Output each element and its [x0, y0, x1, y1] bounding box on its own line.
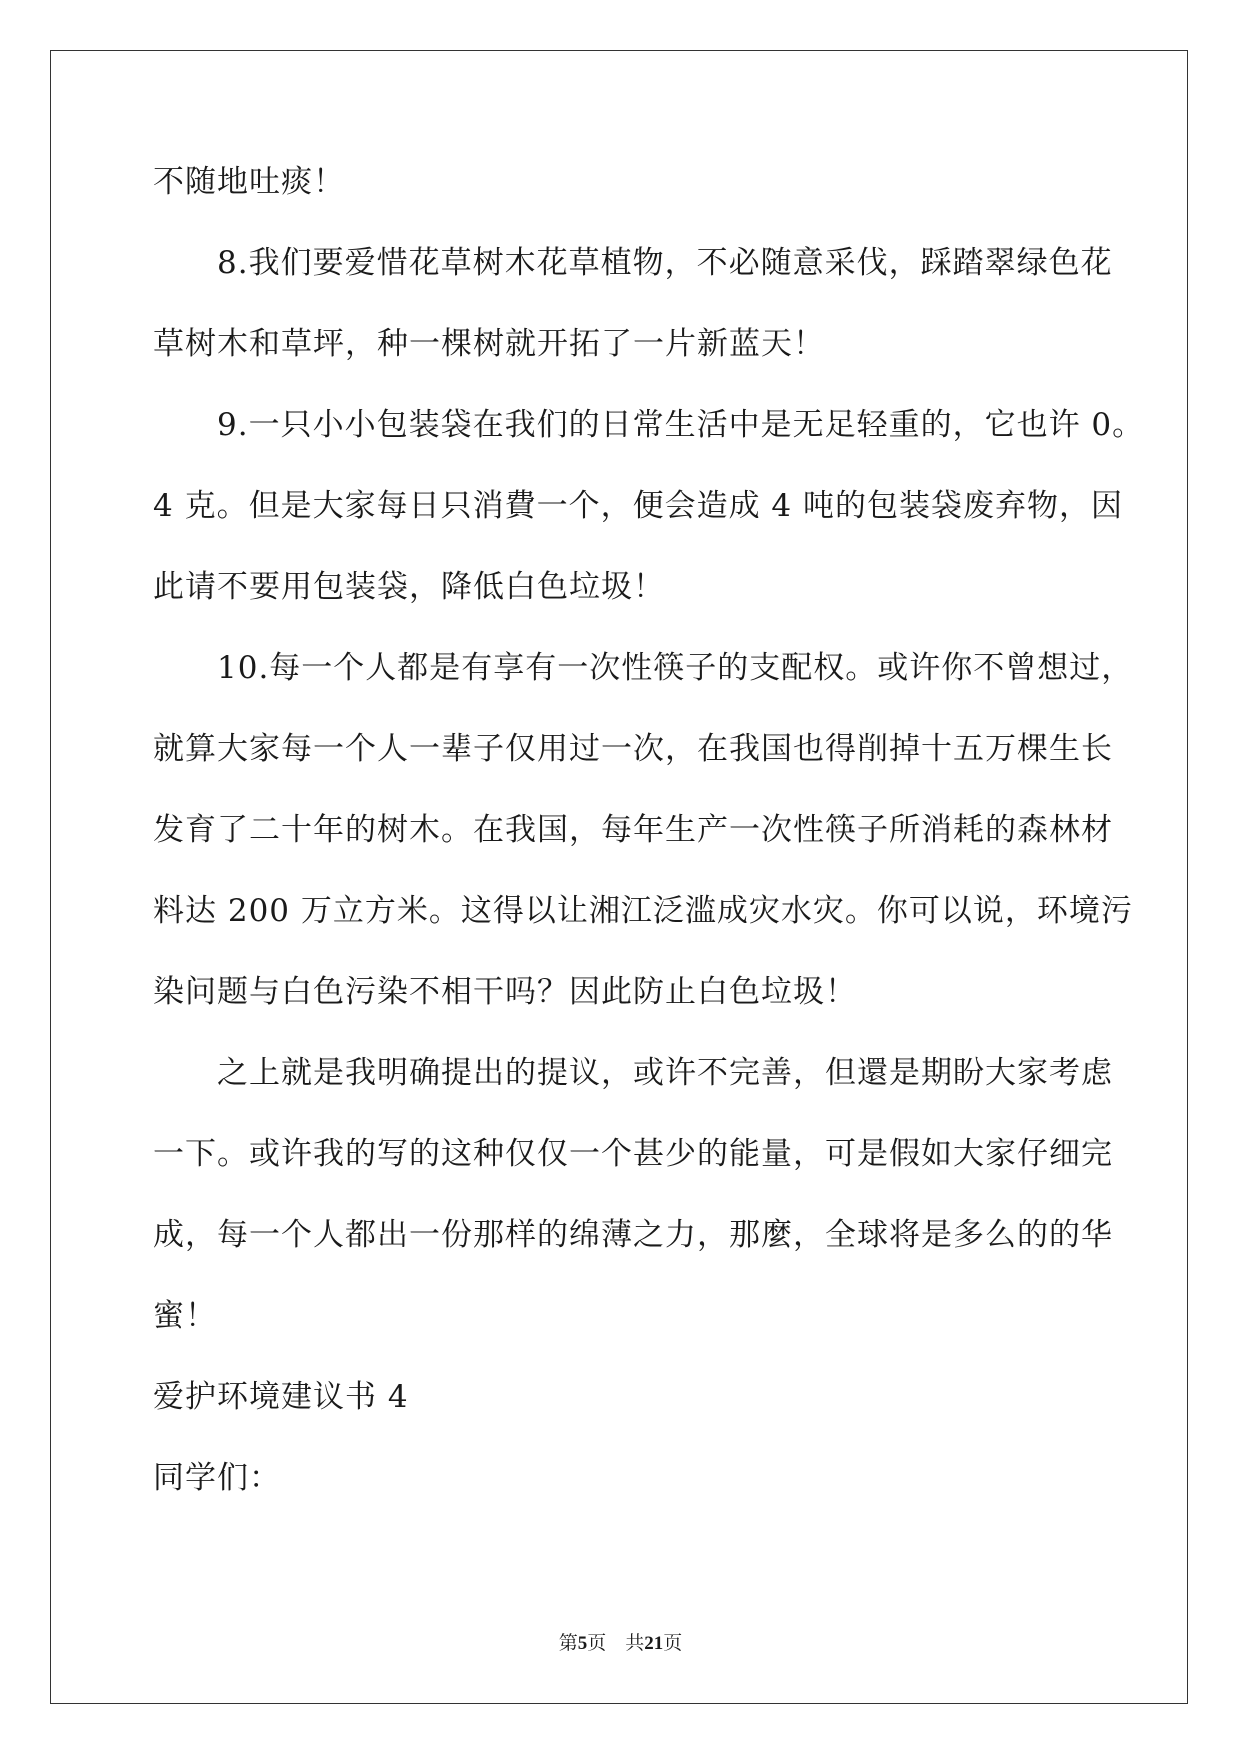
page-suffix: 页 — [663, 1632, 683, 1654]
text-line: 一下。或许我的写的这种仅仅一个甚少的能量，可是假如大家仔细完 — [153, 1136, 1113, 1172]
text-line: 就算大家每一个人一辈子仅用过一次，在我国也得削掉十五万棵生长 — [153, 731, 1113, 767]
text-line: 8.我们要爱惜花草树木花草植物，不必随意采伐，踩踏翠绿色花 — [153, 245, 1113, 281]
text-line: 10.每一个人都是有享有一次性筷子的支配权。或许你不曾想过， — [153, 650, 1134, 686]
text-line: 4 克。但是大家每日只消費一个，便会造成 4 吨的包装袋废弃物，因 — [153, 488, 1124, 524]
page-mid-text: 页 共 — [587, 1632, 645, 1654]
text-line: 发育了二十年的树木。在我国，每年生产一次性筷子所消耗的森林材 — [153, 812, 1113, 848]
text-line: 料达 200 万立方米。这得以让湘江泛滥成灾水灾。你可以说，环境污 — [153, 893, 1133, 929]
page-current-number: 5 — [577, 1633, 588, 1654]
text-line: 成，每一个人都出一份那样的绵薄之力，那麼，全球将是多么的的华 — [153, 1217, 1113, 1253]
page-total-number: 21 — [644, 1633, 664, 1654]
salutation: 同学们： — [153, 1460, 281, 1496]
section-heading: 爱护环境建议书 4 — [153, 1379, 409, 1415]
text-line: 此请不要用包装袋，降低白色垃圾！ — [153, 569, 665, 605]
document-body — [153, 162, 1145, 1539]
page-footer — [0, 1631, 1241, 1656]
text-line: 之上就是我明确提出的提议，或许不完善，但還是期盼大家考虑 — [153, 1055, 1113, 1091]
text-line: 9.一只小小包装袋在我们的日常生活中是无足轻重的，它也许 0。 — [153, 407, 1145, 443]
page-prefix: 第 — [558, 1632, 578, 1654]
text-line: 染问题与白色污染不相干吗？因此防止白色垃圾！ — [153, 974, 857, 1010]
text-line: 不随地吐痰！ — [153, 164, 345, 200]
text-line: 草树木和草坪，种一棵树就开拓了一片新蓝天！ — [153, 326, 825, 362]
text-line: 蜜！ — [153, 1298, 217, 1334]
